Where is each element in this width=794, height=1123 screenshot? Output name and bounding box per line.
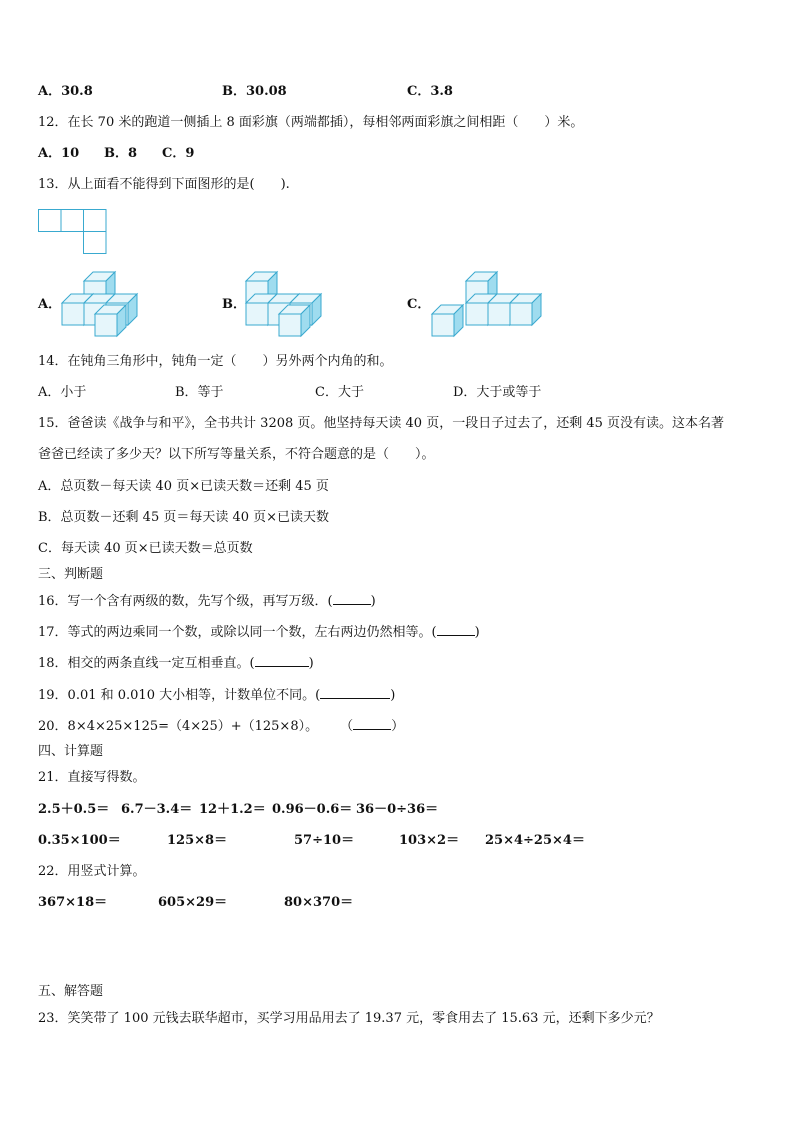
section-word-problems-heading: 五、解答题 [38,984,104,999]
q21-item: 125×8＝ [167,833,228,848]
q22-item: 605×29＝ [158,895,228,910]
q21-item: 103×2＝ [399,833,460,848]
q13-option-c[interactable]: C． [407,297,431,312]
q13-top-view-figure [38,209,108,255]
q14-option-a[interactable]: A．小于 [38,385,87,400]
q21-item: 57÷10＝ [294,833,355,848]
q15-option-a[interactable]: A．总页数－每天读 40 页×已读天数＝还剩 45 页 [38,479,329,494]
cube [510,294,541,325]
q21-item: 36－0÷36＝ [356,802,439,817]
q14-option-d[interactable]: D．大于或等于 [453,385,542,400]
q18-answer-blank[interactable] [255,654,309,667]
q11-option-c[interactable]: C．3.8 [407,84,453,99]
q21-item: 12＋1.2＝ [199,802,266,817]
q20-answer-blank[interactable] [353,717,391,730]
q16-answer-blank[interactable] [333,592,371,605]
q15-option-c[interactable]: C．每天读 40 页×已读天数＝总页数 [38,541,253,556]
cube [279,305,310,336]
q11-option-a[interactable]: A．30.8 [38,84,93,99]
q19: 19．0.01 和 0.010 大小相等，计数单位不同。( ) [38,688,396,703]
q14-option-b[interactable]: B．等于 [175,385,224,400]
q21-item: 25×4÷25×4＝ [485,833,585,848]
q19-text: 19．0.01 和 0.010 大小相等，计数单位不同。( [38,688,321,703]
q13-option-b[interactable]: B． [222,297,246,312]
q21-item: 2.5＋0.5＝ [38,802,110,817]
q13-option-a[interactable]: A． [38,297,62,312]
q14-stem: 14．在钝角三角形中，钝角一定（ ）另外两个内角的和。 [38,354,393,369]
q18: 18．相交的两条直线一定互相垂直。( ) [38,656,314,671]
section-judgement-heading: 三、判断题 [38,567,104,582]
cube [432,305,463,336]
q16-text: 16．写一个含有两级的数，先写个级，再写万级．( [38,594,333,609]
q13-option-a-cubes-figure [60,270,150,340]
q19-answer-blank[interactable] [320,686,390,699]
q15-stem-line1: 15．爸爸读《战争与和平》，全书共计 3208 页。他坚持每天读 40 页，一段日子过去了，还剩 45 页没有读。这本名著 [38,416,725,431]
q13-stem: 13．从上面看不能得到下面图形的是( ). [38,177,290,192]
q22-stem: 22．用竖式计算。 [38,864,146,879]
q12-option-b[interactable]: B．8 [104,146,138,161]
q15-stem-line2: 爸爸已经读了多少天？以下所写等量关系，不符合题意的是（ ）。 [38,447,435,462]
cube [95,305,126,336]
q15-option-b[interactable]: B．总页数－还剩 45 页＝每天读 40 页×已读天数 [38,510,330,525]
q16: 16．写一个含有两级的数，先写个级，再写万级．( ) [38,594,376,609]
q12-stem: 12．在长 70 米的跑道一侧插上 8 面彩旗（两端都插），每相邻两面彩旗之间相距（ ）米。 [38,115,584,130]
q17: 17．等式的两边乘同一个数，或除以同一个数，左右两边仍然相等。( ) [38,625,480,640]
q20: 20．8×4×25×125=（4×25）+（125×8）。 （ ） [38,719,405,734]
q12-option-c[interactable]: C．9 [162,146,195,161]
section-calculation-heading: 四、计算题 [38,744,104,759]
q17-answer-blank[interactable] [437,623,475,636]
q17-text: 17．等式的两边乘同一个数，或除以同一个数，左右两边仍然相等。( [38,625,437,640]
q18-text: 18．相交的两条直线一定互相垂直。( [38,656,255,671]
q23-stem: 23．笑笑带了 100 元钱去联华超市，买学习用品用去了 19.37 元，零食用去了 15.63 元，还剩下多少元？ [38,1011,660,1026]
q21-stem: 21．直接写得数。 [38,770,146,785]
q22-item: 80×370＝ [284,895,354,910]
q21-item: 6.7－3.4＝ [121,802,193,817]
q20-text: 20．8×4×25×125=（4×25）+（125×8）。 [38,719,319,734]
q12-option-a[interactable]: A．10 [38,146,80,161]
q21-item: 0.35×100＝ [38,833,121,848]
q13-option-b-cubes-figure [244,270,334,340]
q13-option-c-cubes-figure [430,270,555,340]
q11-option-b[interactable]: B．30.08 [222,84,287,99]
q21-item: 0.96－0.6＝ [272,802,353,817]
q14-option-c[interactable]: C．大于 [315,385,364,400]
q22-item: 367×18＝ [38,895,108,910]
